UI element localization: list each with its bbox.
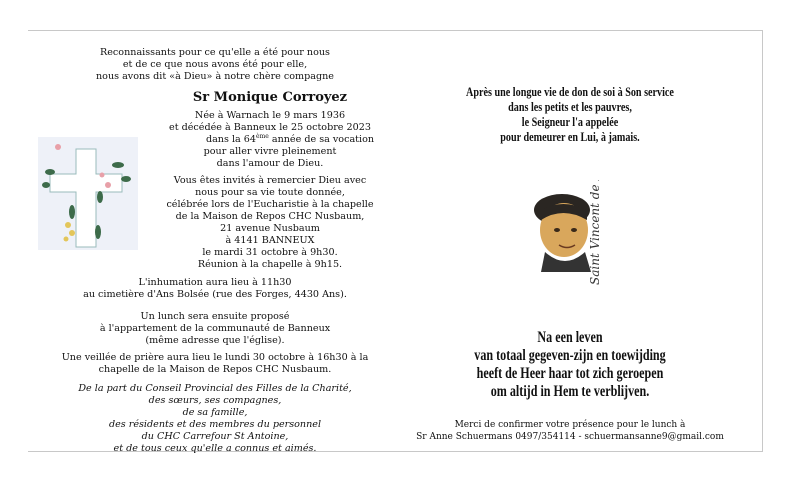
invite-line: nous pour sa vie toute donnée, [195,187,345,198]
portrait-signature: Saint Vincent de Paul [588,180,602,285]
invite-line: 21 avenue Nusbaum [220,223,320,234]
rsvp-contact: Sr Anne Schuermans 0497/354114 - schuermansanne9@gmail.com [416,432,724,442]
lunch-line: Un lunch sera ensuite proposé [140,311,290,322]
from-line: de sa famille, [182,407,248,418]
burial-line: au cimetière d'Ans Bolsée (rue des Forges, 4430 Ans). [83,289,347,300]
dutch-line: Na een leven [537,329,603,346]
vigil-text [40,352,390,376]
saint-vincent-portrait [527,180,617,290]
burial-line: L'inhumation aura lieu à 11h30 [138,277,292,288]
from-line: et de tous ceux qu'elle a connus et aimés. [113,443,317,454]
bio-text [150,110,390,170]
signatories-text [60,383,370,455]
from-line: des sœurs, ses compagnes, [148,395,282,406]
rsvp-text [400,419,740,443]
french-line: le Seigneur l'a appelée [521,114,619,129]
floral-cross-image [38,137,138,250]
invite-line: de la Maison de Repos CHC Nusbaum, [175,211,365,222]
invite-line: Vous êtes invités à remercier Dieu avec [173,175,367,186]
french-line: Après une longue vie de don de soi à Son service [466,84,674,99]
bio-part: année de sa vocation [268,134,375,145]
invite-line: le mardi 31 octobre à 9h30. [202,247,338,258]
vigil-line: chapelle de la Maison de Repos CHC Nusbaum. [98,364,332,375]
intro-line: Reconnaissants pour ce qu'elle a été pour nous [100,47,330,58]
lunch-line: à l'appartement de la communauté de Banneux [99,323,331,334]
from-line: du CHC Carrefour St Antoine, [141,431,289,442]
rsvp-line: Merci de confirmer votre présence pour le lunch à [454,420,686,430]
superscript: ème [256,133,269,140]
burial-text [60,277,370,301]
intro-line: nous avons dit «à Dieu» à notre chère compagne [95,71,334,82]
invite-line: Réunion à la chapelle à 9h15. [197,259,343,270]
lunch-text [60,311,370,347]
bio-line: et décédée à Banneux le 25 octobre 2023 [169,122,371,133]
dutch-line: om altijd in Hem te verblijven. [490,383,650,400]
from-line: De la part du Conseil Provincial des Filles de la Charité, [78,383,352,394]
dutch-line: heeft de Heer haar tot zich geroepen [476,365,664,382]
bio-line [150,134,390,146]
intro-line: et de ce que nous avons été pour elle, [122,59,308,70]
french-tribute [420,84,720,144]
bio-part: dans la 64 [205,134,256,145]
invitation-text [150,175,390,271]
from-line: des résidents et des membres du personnel [108,419,322,430]
vigil-line: Une veillée de prière aura lieu le lundi 30 octobre à 16h30 à la [61,352,369,363]
lunch-line: (même adresse que l'église). [145,335,285,346]
invite-line: à 4141 BANNEUX [225,235,315,246]
deceased-name: Sr Monique Corroyez [192,90,348,105]
bio-line: pour aller vivre pleinement [203,146,337,157]
dutch-tribute [420,329,720,401]
intro-text [60,47,370,83]
dutch-line: van totaal gegeven-zijn en toewijding [474,347,666,364]
french-line: dans les petits et les pauvres, [508,99,632,114]
bio-line: dans l'amour de Dieu. [216,158,324,169]
invite-line: célébrée lors de l'Eucharistie à la chapelle [166,199,374,210]
french-line: pour demeurer en Lui, à jamais. [500,129,640,144]
bio-line: Née à Warnach le 9 mars 1936 [194,110,346,121]
